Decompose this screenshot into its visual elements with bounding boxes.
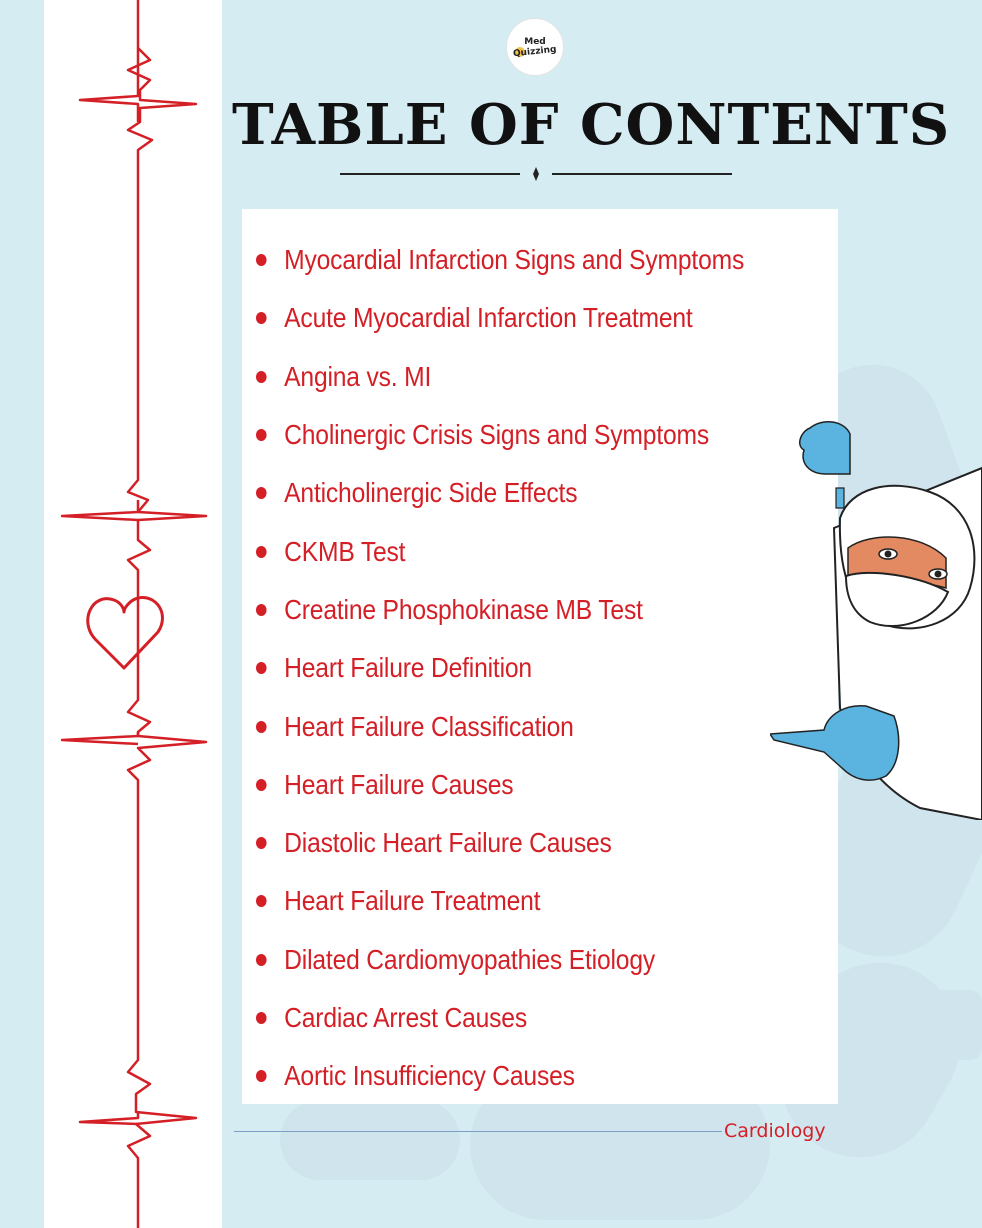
bullet-icon xyxy=(256,1070,267,1082)
doctor-illustration xyxy=(770,408,982,820)
toc-item-label: Heart Failure Definition xyxy=(284,652,532,684)
toc-item[interactable] xyxy=(256,1047,758,1105)
logo-line2: Quizzing xyxy=(512,44,558,60)
bullet-icon xyxy=(256,487,267,499)
heart-icon xyxy=(88,597,163,668)
bullet-icon xyxy=(256,546,267,558)
bullet-icon xyxy=(256,662,267,674)
footer-divider xyxy=(234,1131,722,1132)
toc-item-label: Cholinergic Crisis Signs and Symptoms xyxy=(284,419,710,451)
bullet-icon xyxy=(256,371,267,383)
toc-item[interactable] xyxy=(256,406,758,464)
toc-item-label: Cardiac Arrest Causes xyxy=(284,1002,527,1033)
toc-item[interactable] xyxy=(256,697,758,755)
toc-item[interactable] xyxy=(256,289,758,347)
ecg-heartbeat-line xyxy=(0,0,260,1228)
bullet-icon xyxy=(256,1012,267,1024)
bullet-icon xyxy=(256,254,267,266)
bullet-icon xyxy=(256,604,267,616)
toc-item[interactable] xyxy=(256,872,758,930)
toc-item[interactable] xyxy=(256,348,758,406)
bullet-icon xyxy=(256,721,267,733)
toc-item-label: Creatine Phosphokinase MB Test xyxy=(284,593,643,625)
toc-item[interactable] xyxy=(256,581,758,639)
toc-item-label: Dilated Cardiomyopathies Etiology xyxy=(284,943,655,975)
toc-item-label: Heart Failure Classification xyxy=(284,710,574,742)
toc-card xyxy=(242,209,838,1104)
toc-item[interactable] xyxy=(256,639,758,697)
bullet-icon xyxy=(256,429,267,441)
bullet-icon xyxy=(256,895,267,907)
logo-line1: Med xyxy=(524,37,546,47)
bullet-icon xyxy=(256,954,267,966)
toc-item-label: Diastolic Heart Failure Causes xyxy=(284,827,612,859)
toc-item-label: Aortic Insufficiency Causes xyxy=(284,1060,575,1092)
page-title: TABLE OF CONTENTS xyxy=(232,92,951,158)
title-divider xyxy=(340,164,732,184)
footer-category: Cardiology xyxy=(724,1120,826,1142)
bullet-icon xyxy=(256,837,267,849)
toc-item-label: Acute Myocardial Infarction Treatment xyxy=(284,302,693,334)
bullet-icon xyxy=(256,312,267,324)
toc-item-label: Heart Failure Treatment xyxy=(284,885,541,917)
toc-item-label: Anticholinergic Side Effects xyxy=(284,477,578,509)
bullet-icon xyxy=(256,779,267,791)
toc-item-label: Angina vs. MI xyxy=(284,360,432,392)
logo-icon xyxy=(506,18,564,76)
toc-list xyxy=(256,231,826,1105)
toc-item[interactable] xyxy=(256,522,758,580)
toc-item-label: Heart Failure Causes xyxy=(284,768,514,800)
toc-item-label: CKMB Test xyxy=(284,535,406,567)
toc-item[interactable] xyxy=(256,231,758,289)
toc-item[interactable] xyxy=(256,756,758,814)
toc-item[interactable] xyxy=(256,464,758,522)
toc-item[interactable] xyxy=(256,989,758,1047)
toc-item[interactable] xyxy=(256,931,758,989)
toc-item-label: Myocardial Infarction Signs and Symptoms xyxy=(284,244,745,276)
toc-item[interactable] xyxy=(256,814,758,872)
